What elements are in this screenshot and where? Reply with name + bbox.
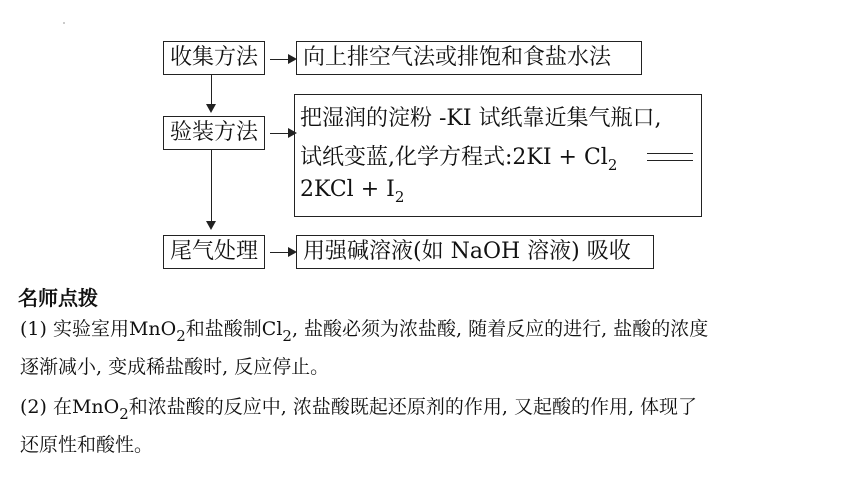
stray-dot xyxy=(63,22,65,24)
collect-method-value: 向上排空气法或排饱和食盐水法 xyxy=(303,44,612,70)
subscript: 2 xyxy=(607,156,618,174)
tail-gas-label xyxy=(163,235,265,269)
subscript: 2 xyxy=(282,327,292,345)
note-2-line-2: 还原性和酸性。 xyxy=(20,434,154,456)
collect-method-label xyxy=(163,41,265,75)
notes-heading: 名师点拨 xyxy=(18,286,98,310)
collect-method-text xyxy=(296,41,642,75)
test-line-3 xyxy=(300,177,405,206)
note-1-part-b: 和盐酸制Cl xyxy=(185,318,283,340)
test-line-3-text: 2KCl + I xyxy=(300,177,395,202)
tail-gas-label-text: 尾气处理 xyxy=(169,238,258,264)
note-2-line-1 xyxy=(20,396,698,423)
note-1-part-c: , 盐酸必须为浓盐酸, 随着反应的进行, 盐酸的浓度 xyxy=(291,318,709,340)
note-2-part-b: 和浓盐酸的反应中, 浓盐酸既起还原剂的作用, 又起酸的作用, 体现了 xyxy=(128,396,698,418)
note-1-part-a: (1) 实验室用MnO xyxy=(20,318,177,340)
test-method-label xyxy=(163,116,265,150)
subscript: 2 xyxy=(119,405,129,423)
collect-method-label-text: 收集方法 xyxy=(169,44,258,70)
tail-gas-text xyxy=(296,235,654,269)
note-2-part-a: (2) 在MnO xyxy=(20,396,120,418)
test-line-2-text: 试纸变蓝,化学方程式:2KI + Cl xyxy=(300,145,608,170)
subscript: 2 xyxy=(176,327,186,345)
test-line-2 xyxy=(300,140,618,174)
equals-sign xyxy=(647,153,693,161)
note-1-line-2: 逐渐减小, 变成稀盐酸时, 反应停止。 xyxy=(20,356,330,378)
tail-gas-value: 用强碱溶液(如 NaOH 溶液) 吸收 xyxy=(303,238,631,264)
test-line-1: 把湿润的淀粉 -KI 试纸靠近集气瓶口, xyxy=(300,106,662,131)
subscript: 2 xyxy=(394,188,405,206)
note-1-line-1 xyxy=(20,318,709,345)
test-method-text xyxy=(294,94,702,217)
test-method-label-text: 验装方法 xyxy=(169,119,258,145)
